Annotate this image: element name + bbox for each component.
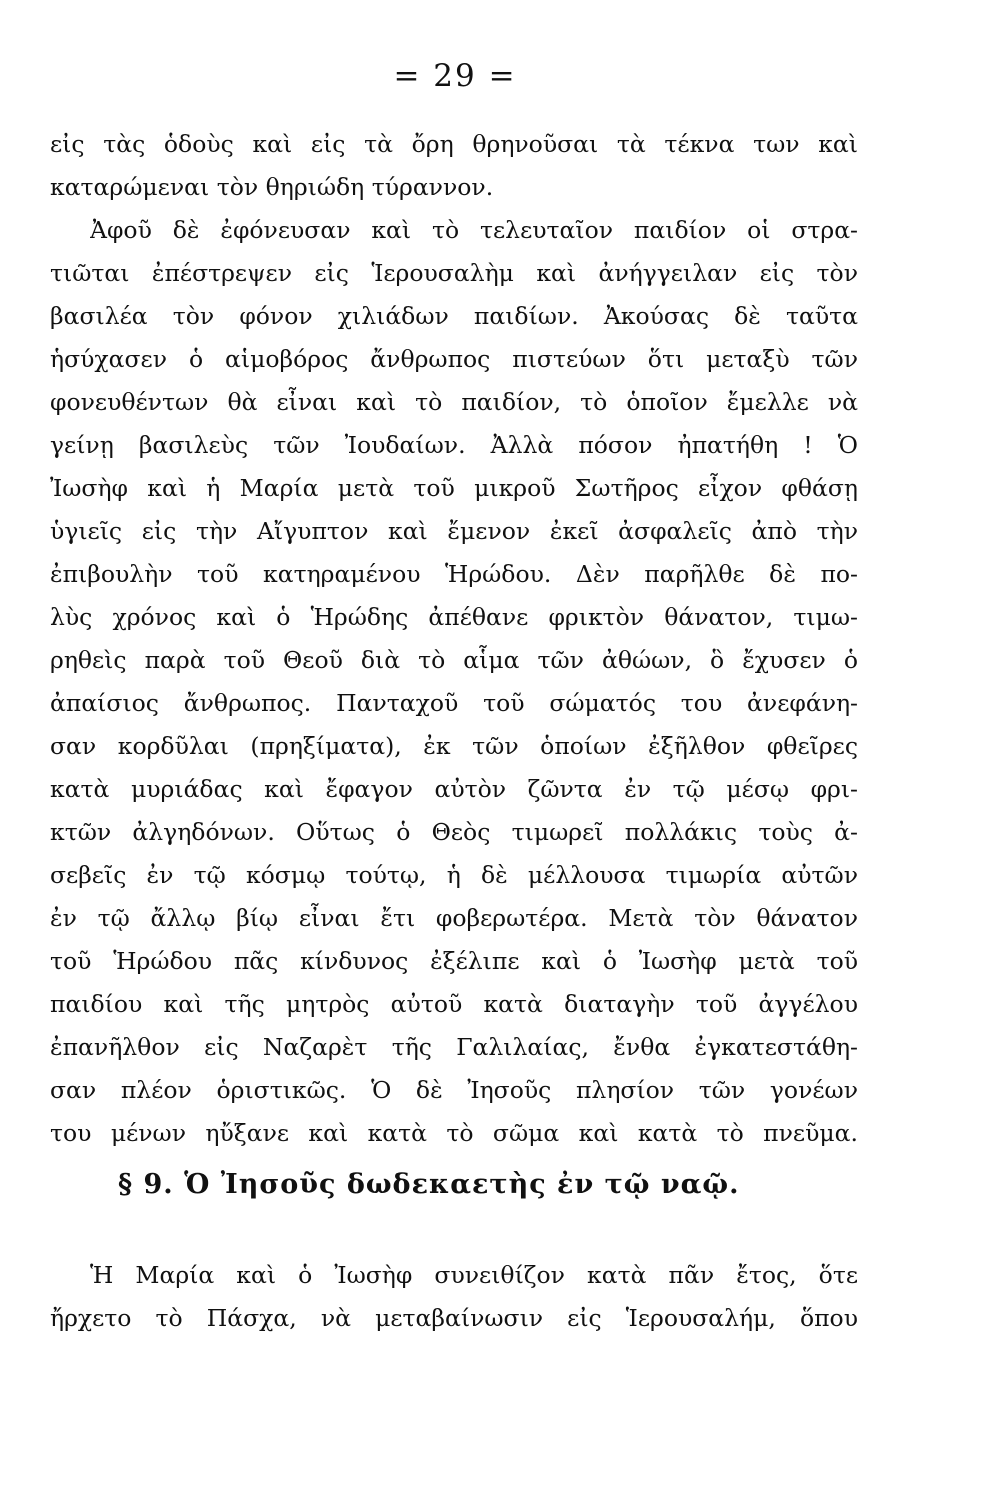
body-line: ἐπανῆλθον εἰς Ναζαρὲτ τῆς Γαλιλαίας, ἔνθα ἐγκατεστάθη- — [50, 1033, 858, 1061]
body-line: γείνῃ βασιλεὺς τῶν Ἰουδαίων. Ἀλλὰ πόσον ἠπατήθη ! Ὁ — [50, 431, 858, 459]
body-line: κτῶν ἀλγηδόνων. Οὕτως ὁ Θεὸς τιμωρεῖ πολλάκις τοὺς ἀ- — [50, 818, 858, 846]
body-line: εἰς τὰς ὁδοὺς καὶ εἰς τὰ ὄρη θρηνοῦσαι τὰ τέκνα των καὶ — [50, 130, 858, 158]
body-line: Ἰωσὴφ καὶ ἡ Μαρία μετὰ τοῦ μικροῦ Σωτῆρος εἶχον φθάσῃ — [50, 474, 858, 502]
body-line: ἤρχετο τὸ Πάσχα, νὰ μεταβαίνωσιν εἰς Ἱερουσαλήμ, ὅπου — [50, 1304, 858, 1332]
body-line: ἡσύχασεν ὁ αἱμοβόρος ἄνθρωπος πιστεύων ὅτι μεταξὺ τῶν — [50, 345, 858, 373]
page-number: = 29 = — [393, 58, 517, 94]
body-line: τιῶται ἐπέστρεψεν εἰς Ἱερουσαλὴμ καὶ ἀνήγγειλαν εἰς τὸν — [50, 259, 858, 287]
body-line: σεβεῖς ἐν τῷ κόσμῳ τούτῳ, ἡ δὲ μέλλουσα τιμωρία αὐτῶν — [50, 861, 858, 889]
body-line: παιδίου καὶ τῆς μητρὸς αὐτοῦ κατὰ διαταγὴν τοῦ ἀγγέλου — [50, 990, 858, 1018]
body-line: ρηθεὶς παρὰ τοῦ Θεοῦ διὰ τὸ αἷμα τῶν ἀθώων, ὃ ἔχυσεν ὁ — [50, 646, 858, 674]
body-line: σαν κορδῦλαι (πρηξίματα), ἐκ τῶν ὁποίων ἐξῆλθον φθεῖρες — [50, 732, 858, 760]
section-heading: § 9. Ὁ Ἰησοῦς δωδεκαετὴς ἐν τῷ ναῷ. — [118, 1169, 740, 1200]
body-line: ὑγιεῖς εἰς τὴν Αἴγυπτον καὶ ἔμενον ἐκεῖ ἀσφαλεῖς ἀπὸ τὴν — [50, 517, 858, 545]
body-line: λὺς χρόνος καὶ ὁ Ἡρώδης ἀπέθανε φρικτὸν θάνατον, τιμω- — [50, 603, 858, 631]
body-line: σαν πλέον ὁριστικῶς. Ὁ δὲ Ἰησοῦς πλησίον τῶν γονέων — [50, 1076, 858, 1104]
body-line: καταρώμεναι τὸν θηριώδη τύραννον. — [50, 173, 494, 201]
body-line: ἐν τῷ ἄλλῳ βίῳ εἶναι ἔτι φοβερωτέρα. Μετὰ τὸν θάνατον — [50, 904, 858, 932]
body-line: κατὰ μυριάδας καὶ ἔφαγον αὐτὸν ζῶντα ἐν τῷ μέσῳ φρι- — [50, 775, 858, 803]
body-line: τοῦ Ἡρώδου πᾶς κίνδυνος ἐξέλιπε καὶ ὁ Ἰωσὴφ μετὰ τοῦ — [50, 947, 858, 975]
body-line: φονευθέντων θὰ εἶναι καὶ τὸ παιδίον, τὸ ὁποῖον ἔμελλε νὰ — [50, 388, 858, 416]
body-line: Ἡ Μαρία καὶ ὁ Ἰωσὴφ συνειθίζον κατὰ πᾶν ἔτος, ὅτε — [90, 1261, 858, 1289]
body-line: του μένων ηὔξανε καὶ κατὰ τὸ σῶμα καὶ κατὰ τὸ πνεῦμα. — [50, 1119, 858, 1147]
body-line: ἐπιβουλὴν τοῦ κατηραμένου Ἡρώδου. Δὲν παρῆλθε δὲ πο- — [50, 560, 858, 588]
body-line: ἀπαίσιος ἄνθρωπος. Πανταχοῦ τοῦ σώματός του ἀνεφάνη- — [50, 689, 858, 717]
body-line: βασιλέα τὸν φόνον χιλιάδων παιδίων. Ἀκούσας δὲ ταῦτα — [50, 302, 858, 330]
body-line: Ἀφοῦ δὲ ἐφόνευσαν καὶ τὸ τελευταῖον παιδίον οἱ στρα- — [90, 216, 858, 244]
